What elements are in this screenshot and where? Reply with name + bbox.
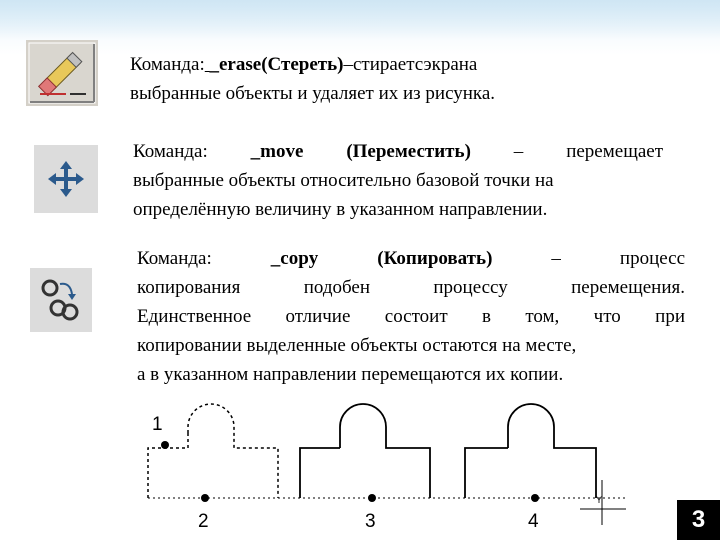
erase-prefix: Команда:	[130, 54, 205, 75]
erase-description	[130, 50, 690, 108]
label-3: 3	[365, 511, 376, 532]
move-line-3: определённую величину в указанном направлении.	[133, 199, 548, 220]
copy-icon	[30, 268, 92, 332]
point-1	[161, 441, 169, 449]
erase-command-name: _erase(Стереть)	[209, 54, 344, 75]
move-line-2: выбранные объекты относительно базовой точки на	[133, 170, 554, 191]
move-description	[133, 137, 663, 224]
label-4: 4	[528, 511, 539, 532]
copy-line-5: а в указанном направлении перемещаются их копии.	[137, 364, 564, 385]
page-number: 3	[677, 500, 720, 540]
copy-description	[137, 244, 685, 389]
copy-shape-2	[465, 404, 596, 498]
point-3	[368, 494, 376, 502]
copy-line-2: копирования подобен процессу перемещения.	[137, 277, 685, 298]
move-arrows-icon	[34, 145, 98, 213]
label-2: 2	[198, 511, 209, 532]
move-command: _move (Переместить)	[250, 141, 471, 162]
label-1: 1	[152, 414, 163, 435]
copy-diagram	[140, 385, 630, 540]
point-4	[531, 494, 539, 502]
svg-text:Y: Y	[596, 495, 603, 505]
copy-command: _copy (Копировать)	[270, 248, 493, 269]
eraser-icon	[26, 40, 98, 106]
erase-line-2: выбранные объекты и удаляет их из рисунка.	[130, 83, 496, 104]
move-rest: – перемещает	[513, 141, 663, 162]
copy-shape-1	[300, 404, 430, 498]
crosshair-icon	[580, 480, 626, 525]
copy-rest: – процесс	[551, 248, 686, 269]
copy-prefix: Команда:	[137, 248, 212, 269]
copy-line-4: копировании выделенные объекты остаются на месте,	[137, 335, 577, 356]
copy-line-3: Единственное отличие состоит в том, что при	[137, 306, 685, 327]
point-2	[201, 494, 209, 502]
erase-rest: –стираетсэкрана	[343, 54, 478, 75]
original-shape	[148, 404, 278, 498]
header-band	[0, 0, 720, 40]
move-prefix: Команда:	[133, 141, 208, 162]
